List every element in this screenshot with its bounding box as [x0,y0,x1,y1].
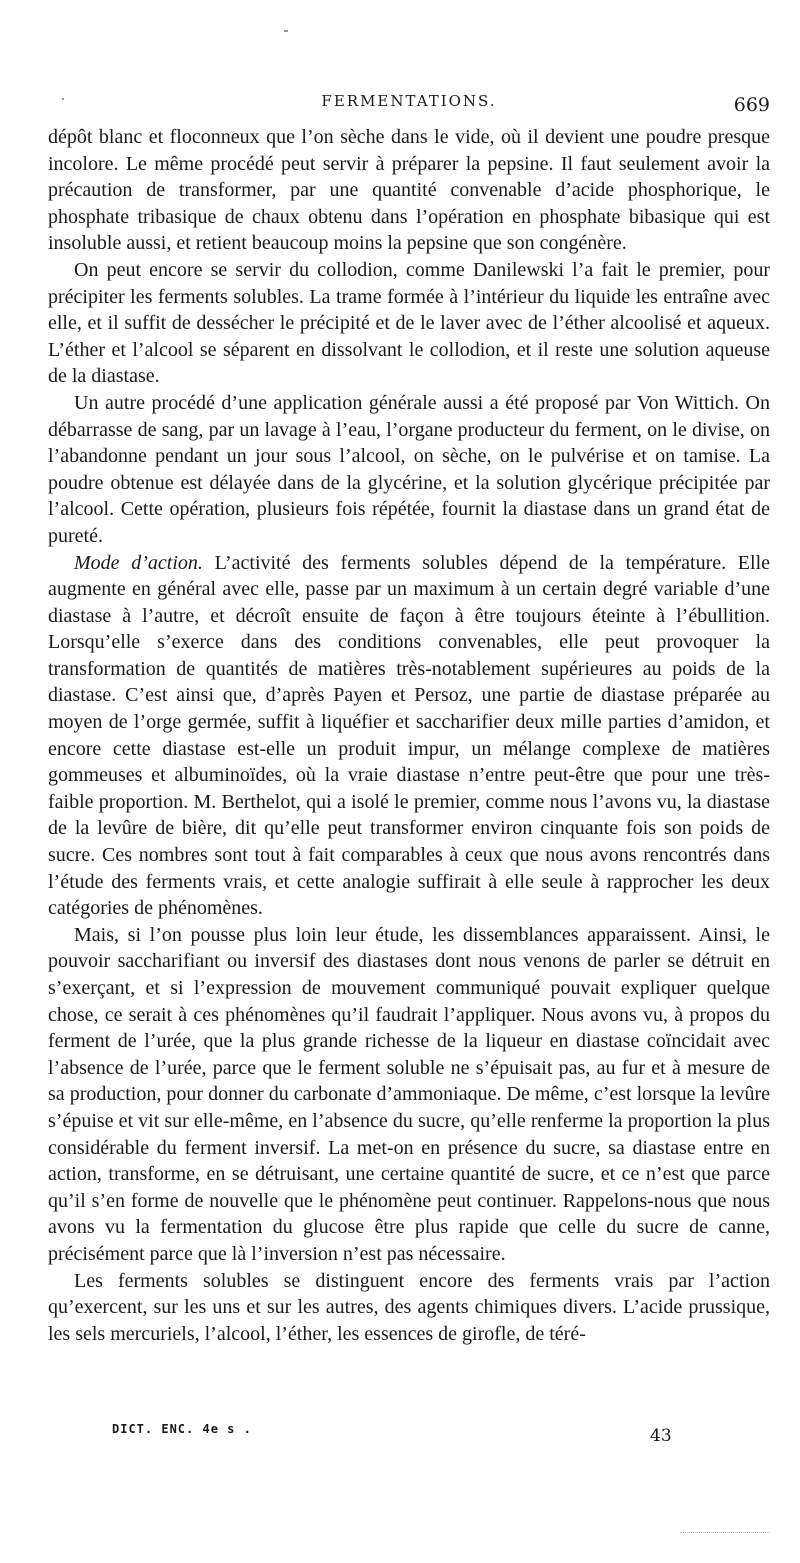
running-title: FERMENTATIONS. [321,92,497,110]
paragraph-text: Mais, si l’on pousse plus loin leur étude, les dissemblances apparaissent. Ainsi, le pouvoir saccharifiant ou inversif des diastases dont nous venons de parler se détruit en s’exerçant, et si l’expression de mouvement communiqué pouvait expliquer quelque chose, ce serait à ces phénomènes qu’il faudrait l’appliquer. Nous avons vu, à propos du ferment de l’urée, que la plus grande richesse de la liqueur en diastase coïncidait avec l’absence de l’urée, parce que le ferment soluble ne s’épuisait pas, au fur et à mesure de sa production, pour donner du carbonate d’ammoniaque. De même, c’est lorsque la levûre s’épuise et vit sur elle-même, en l’absence du sucre, qu’elle renferme la proportion la plus considérable du ferment inversif. La met-on en présence du sucre, sa diastase entre en action, transforme, en se détruisant, une certaine quantité de sucre, et ce n’est que parce qu’il s’en forme de nouvelle que le phénomène peut continuer. Rappelons-nous que nous avons vu la fermentation du glucose être plus rapide que celle du sucre de canne, précisément parce que là l’inversion n’est pas nécessaire. [48,923,770,1265]
section-lead: Mode d’action. [74,551,203,574]
paragraph-text: Les ferments solubles se distinguent encore des ferments vrais par l’action qu’exercent, sur les uns et sur les autres, des agents chimiques divers. L’acide prussique, les sels mercuriels, l’alcool, l’éther, les essences de girofle, de téré- [48,1269,770,1345]
paragraph-text: On peut encore se servir du collodion, comme Danilewski l’a fait le premier, pour précipiter les ferments solubles. La trame formée à l’intérieur du liquide les entraîne avec elle, et il suffit de dessécher le précipité et de le laver avec de l’éther alcoolisé et aqueux. L’éther et l’alcool se séparent en dissolvant le collodion, et il reste une solution aqueuse de la diastase. [48,258,770,388]
paragraph-5 [48,922,770,1268]
paragraph-text: L’activité des ferments solubles dépend de la température. Elle augmente en général avec elle, passe par un maximum à un certain degré variable d’une diastase à l’autre, et décroît ensuite de façon à être toujours éteinte à l’ébullition. Lorsqu’elle s’exerce dans des conditions convenables, elle peut provoquer la transformation de quantités de matières très-notablement supérieures au poids de la diastase. C’est ainsi que, d’après Payen et Persoz, une partie de diastase préparée au moyen de l’orge germée, suffit à liquéfier et saccharifier deux mille parties d’amidon, et encore cette diastase est-elle un produit impur, un mélange complexe de matières gommeuses et albuminoïdes, où la vraie diastase n’entre peut-être que pour une très-faible proportion. M. Berthelot, qui a isolé le premier, comme nous l’avons vu, la diastase de la levûre de bière, dit qu’elle peut transformer environ cinquante fois son poids de sucre. Ces nombres sont tout à fait comparables à ceux que nous avons rencontrés dans l’étude des ferments vrais, et cette analogie suffirait à elle seule à rapprocher les deux catégories de phénomènes. [48,551,771,920]
running-header [48,92,770,122]
page-footer [100,1420,720,1450]
paragraph-3 [48,390,770,550]
paragraph-1 [48,124,770,257]
scan-speck [680,1532,770,1533]
body-text [48,124,770,1347]
printer-signature: DICT. ENC. 4e s . [112,1422,252,1436]
paragraph-2 [48,257,770,390]
page-number: 669 [733,94,770,116]
paragraph-text: dépôt blanc et floconneux que l’on sèche dans le vide, où il devient une poudre presque incolore. Le même procédé peut servir à préparer la pepsine. Il faut seulement avoir la précaution de transformer, par une quantité convenable d’acide phosphorique, le phosphate tribasique de chaux obtenu dans l’opération en phosphate bibasique qui est insoluble aussi, et retient beaucoup moins la pepsine que son congénère. [48,126,770,255]
signature-number: 43 [650,1426,672,1446]
paragraph-text: Un autre procédé d’une application générale aussi a été proposé par Von Wittich. On débarrasse de sang, par un lavage à l’eau, l’organe producteur du ferment, on le divise, on l’abandonne pendant un jour sous l’alcool, on sèche, on le pulvérise et on tamise. La poudre obtenue est délayée dans de la glycérine, et la solution glycérique précipitée par l’alcool. Cette opération, plusieurs fois répétée, fournit la diastase dans un grand état de pureté. [48,391,770,547]
scan-speck [284,30,288,32]
paragraph-4 [48,550,770,922]
paragraph-6 [48,1268,770,1348]
